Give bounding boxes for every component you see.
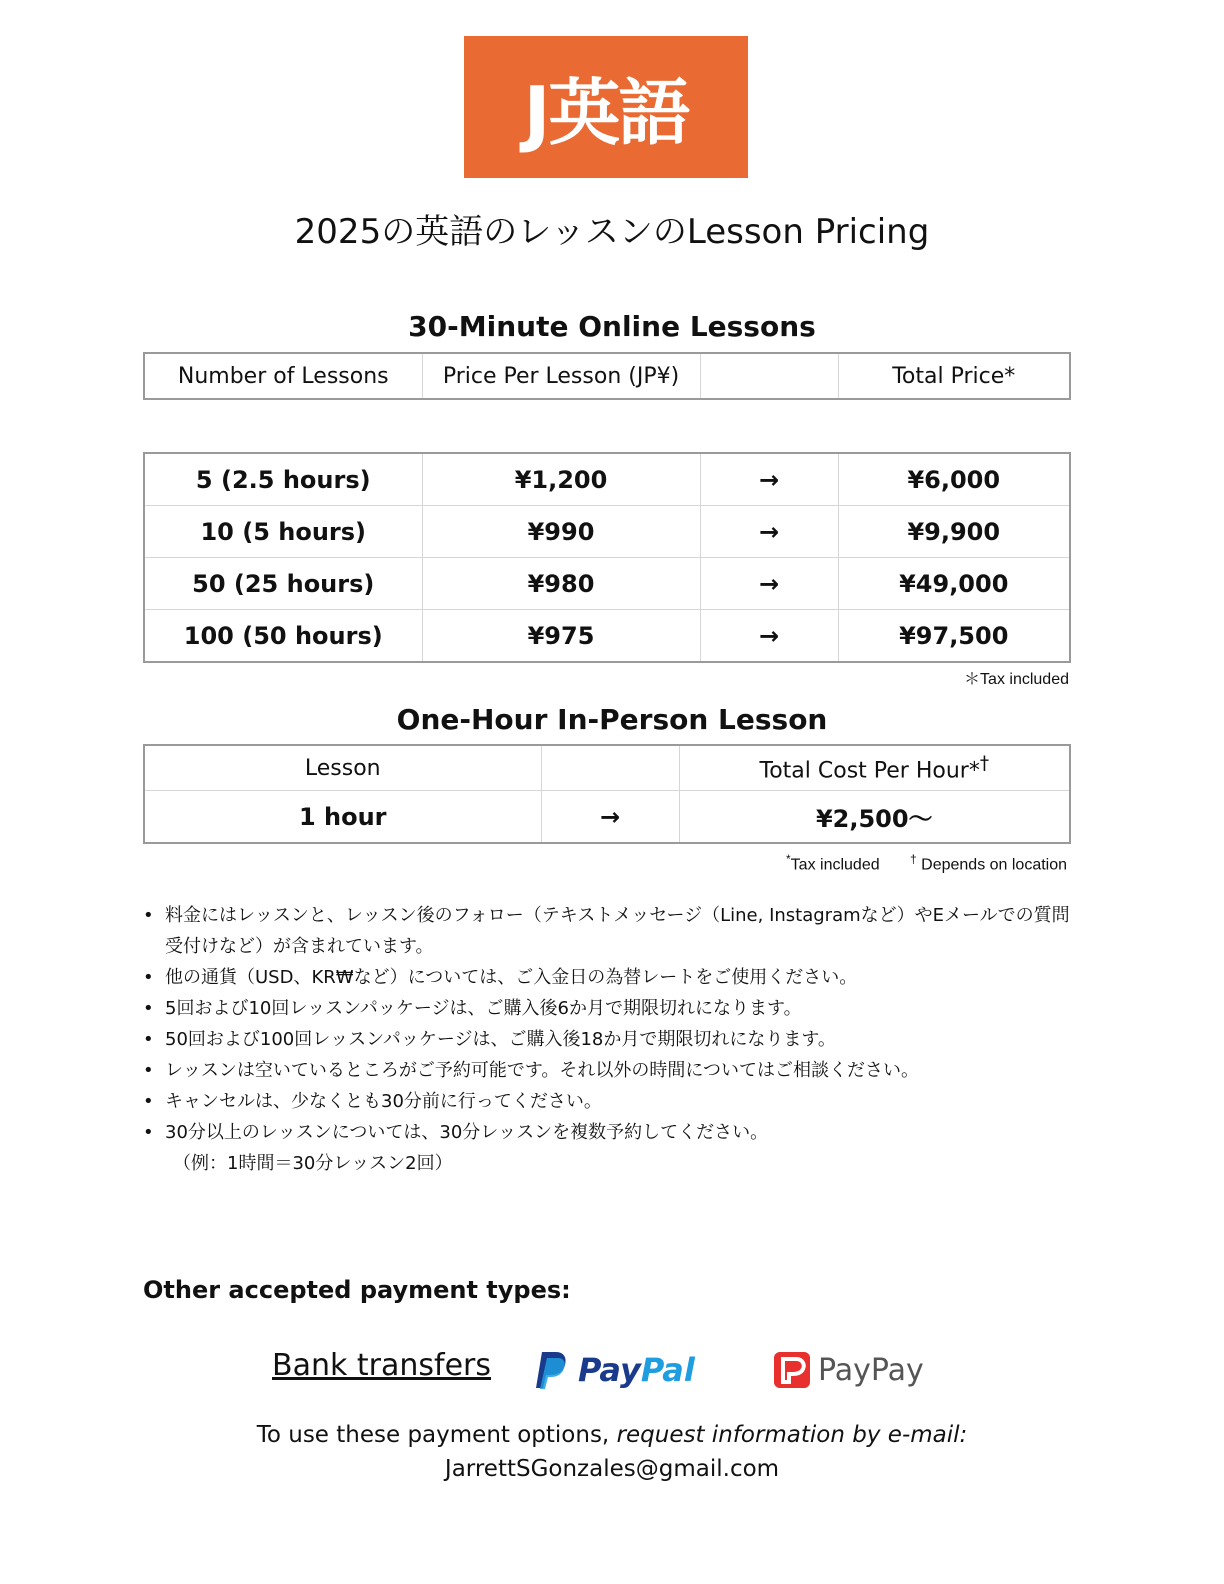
payment-info-plain: To use these payment options, xyxy=(256,1422,617,1448)
lessons-cell: 5 (2.5 hours) xyxy=(144,453,422,506)
lessons-cell: 50 (25 hours) xyxy=(144,558,422,610)
payment-info-italic: request information by e-mail: xyxy=(616,1422,968,1448)
page-title: 2025の英語のレッスンのLesson Pricing xyxy=(294,212,930,252)
asterisk-mark: * xyxy=(786,852,791,866)
list-item xyxy=(143,1117,1083,1179)
arrow-icon: → xyxy=(700,610,838,663)
online-header-table xyxy=(143,352,1071,400)
inperson-pricing-table xyxy=(143,744,1071,844)
inperson-lesson-title: One-Hour In-Person Lesson xyxy=(396,703,828,736)
location-note xyxy=(910,852,1067,874)
list-item: • 他の通貨（USD、KR₩など）については、ご入金日の為替レートをご使用ください。 xyxy=(143,962,1083,993)
paypay-wordmark: PayPay xyxy=(818,1352,924,1388)
payment-info xyxy=(0,1422,1224,1448)
header-arrow-spacer xyxy=(541,745,679,791)
paypal-word-pay: Pay xyxy=(578,1351,641,1389)
table-row xyxy=(144,506,1070,558)
table-row xyxy=(144,558,1070,610)
header-total-price: Total Price* xyxy=(838,353,1070,399)
header-total-cost-per-hour xyxy=(679,745,1070,791)
total-cell: ¥9,900 xyxy=(838,506,1070,558)
payment-heading: Other accepted payment types: xyxy=(143,1276,571,1304)
price-cell: ¥980 xyxy=(422,558,700,610)
arrow-icon: → xyxy=(700,506,838,558)
list-item-text: 30分以上のレッスンについては、30分レッスンを複数予約してください。 xyxy=(165,1122,769,1143)
header-price-per-lesson: Price Per Lesson (JP¥) xyxy=(422,353,700,399)
list-item: • 料金にはレッスンと、レッスン後のフォロー（テキストメッセージ（Line, Instagramなど）やEメールでの質問受付けなど）が含まれています。 xyxy=(143,900,1083,962)
paypal-logo xyxy=(534,1350,695,1390)
online-tax-note: ＊Tax included xyxy=(964,671,1069,688)
online-lessons-title: 30-Minute Online Lessons xyxy=(408,310,816,343)
total-cell: ¥49,000 xyxy=(838,558,1070,610)
policy-list xyxy=(143,900,1083,1179)
total-cell: ¥97,500 xyxy=(838,610,1070,663)
list-item-example: （例：1時間＝30分レッスン2回） xyxy=(173,1153,453,1174)
list-item: • キャンセルは、少なくとも30分前に行ってください。 xyxy=(143,1086,1083,1117)
dagger-mark: † xyxy=(910,852,917,866)
arrow-icon: → xyxy=(700,558,838,610)
list-item: • レッスンは空いているところがご予約可能です。それ以外の時間についてはご相談ください。 xyxy=(143,1055,1083,1086)
dagger-mark: † xyxy=(979,752,989,774)
header-number-of-lessons: Number of Lessons xyxy=(144,353,422,399)
lesson-cell: 1 hour xyxy=(144,791,541,844)
lessons-cell: 100 (50 hours) xyxy=(144,610,422,663)
depends-on-location-label: Depends on location xyxy=(921,856,1068,874)
list-item: • 5回および10回レッスンパッケージは、ご購入後6か月で期限切れになります。 xyxy=(143,993,1083,1024)
cost-cell: ¥2,500〜 xyxy=(679,791,1070,844)
contact-email[interactable]: JarrettSGonzales@gmail.com xyxy=(444,1456,780,1482)
lessons-cell: 10 (5 hours) xyxy=(144,506,422,558)
total-cell: ¥6,000 xyxy=(838,453,1070,506)
price-cell: ¥975 xyxy=(422,610,700,663)
paypal-word-pal: Pal xyxy=(640,1351,695,1389)
table-row xyxy=(144,791,1070,844)
arrow-icon: → xyxy=(541,791,679,844)
table-row xyxy=(144,610,1070,663)
online-pricing-table xyxy=(143,452,1071,663)
price-cell: ¥1,200 xyxy=(422,453,700,506)
header-lesson: Lesson xyxy=(144,745,541,791)
arrow-icon: → xyxy=(700,453,838,506)
tax-included-label: Tax included xyxy=(790,856,880,874)
paypay-logo xyxy=(774,1352,924,1388)
price-cell: ¥990 xyxy=(422,506,700,558)
header-arrow-spacer xyxy=(700,353,838,399)
paypay-icon xyxy=(774,1352,810,1388)
bank-transfers-link[interactable]: Bank transfers xyxy=(272,1348,491,1383)
inperson-tax-note xyxy=(786,852,880,874)
table-row xyxy=(144,453,1070,506)
paypal-icon xyxy=(534,1350,568,1390)
paypal-wordmark xyxy=(578,1351,695,1389)
list-item: • 50回および100回レッスンパッケージは、ご購入後18か月で期限切れになります。 xyxy=(143,1024,1083,1055)
logo: J英語 xyxy=(464,36,748,178)
header-total-cost-label: Total Cost Per Hour* xyxy=(759,758,980,784)
